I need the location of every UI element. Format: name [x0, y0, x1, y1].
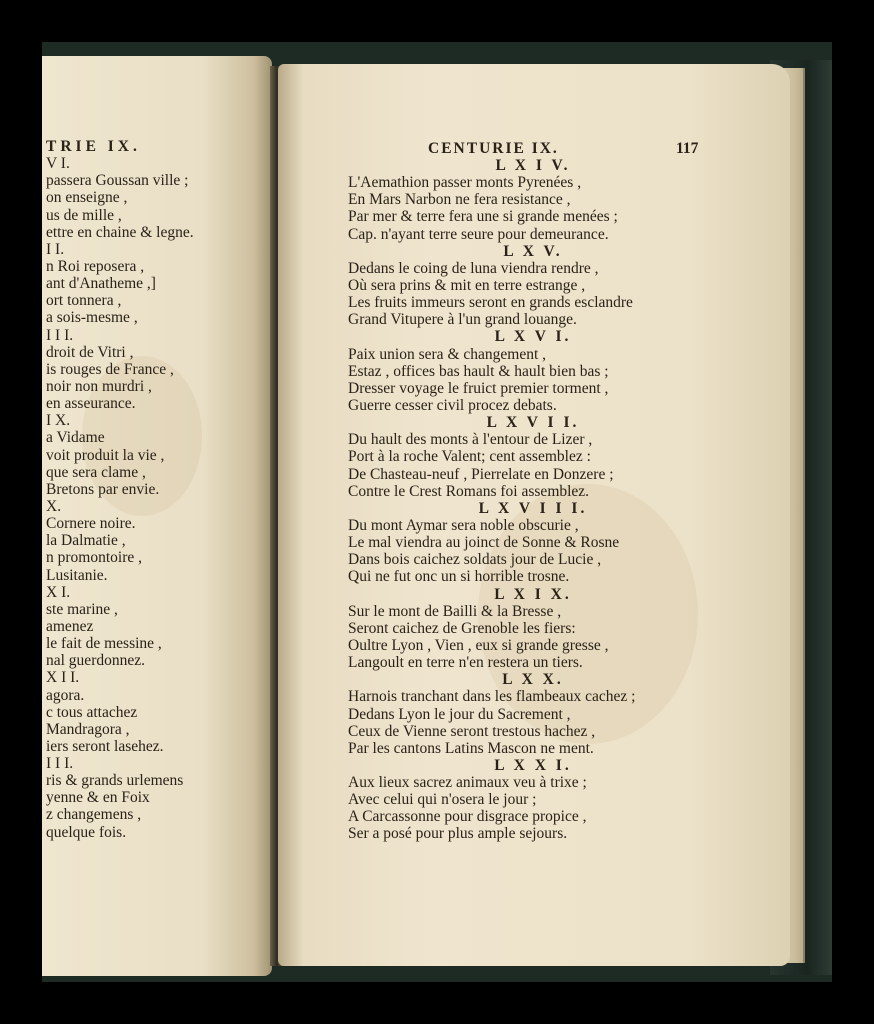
text-line: V I. — [46, 155, 70, 173]
verse-line: Ser a posé pour plus ample sejours. — [348, 825, 568, 843]
text-line: a sois-mesme , — [46, 309, 138, 327]
verse-line: Guerre cesser civil procez debats. — [348, 396, 557, 414]
running-head: CENTURIE IX. — [428, 140, 559, 157]
verse-line: L'Aemathion passer monts Pyrenées , — [348, 174, 582, 192]
verse-line: Oultre Lyon , Vien , eux si grande gresse , — [348, 636, 609, 654]
quatrain-number: L X V. — [503, 242, 563, 260]
text-line: la Dalmatie , — [46, 532, 126, 550]
verse-line: Contre le Crest Romans foi assemblez. — [348, 482, 590, 500]
text-line: le fait de messine , — [46, 635, 162, 653]
text-line: ant d'Anatheme ,] — [46, 275, 156, 293]
left-page-text — [46, 138, 194, 841]
text-line: amenez — [46, 617, 94, 635]
text-line: c tous attachez — [46, 703, 138, 721]
text-line: nal guerdonnez. — [46, 652, 145, 670]
verse-line: Seront caichez de Grenoble les fiers: — [348, 619, 576, 637]
text-line: que sera clame , — [46, 463, 146, 481]
text-line: ris & grands urlemens — [46, 772, 184, 790]
text-line: n promontoire , — [46, 549, 142, 567]
quatrain-number: L X V I I. — [486, 414, 580, 432]
text-line: on enseigne , — [46, 189, 128, 207]
verse-line: Qui ne fut onc un si horrible trosne. — [348, 568, 570, 586]
verse-line: Du mont Aymar sera noble obscurie , — [348, 516, 579, 534]
text-line: quelque fois. — [46, 823, 127, 841]
book-photo — [42, 42, 832, 982]
text-line: droit de Vitri , — [46, 343, 134, 361]
text-line: a Vidame — [46, 429, 105, 447]
verse-line: Port à la roche Valent; cent assemblez : — [348, 448, 591, 466]
text-line: Lusitanie. — [46, 566, 108, 584]
text-line: z changemens , — [46, 806, 142, 824]
text-line: X I I. — [46, 669, 80, 687]
quatrain-number: L X X. — [502, 671, 564, 689]
quatrain-number: L X X I. — [494, 756, 572, 774]
verse-line: Par mer & terre fera une si grande menées ; — [348, 208, 618, 226]
verse-line: Harnois tranchant dans les flambeaux cachez ; — [348, 688, 636, 706]
right-page — [278, 64, 790, 966]
page-number: 117 — [676, 140, 699, 157]
text-line: voit produit la vie , — [46, 446, 165, 464]
text-line: I I I. — [46, 755, 74, 773]
text-line: en asseurance. — [46, 395, 136, 413]
text-line: noir non murdri , — [46, 377, 152, 395]
text-line: I I. — [46, 240, 65, 258]
text-line: iers seront lasehez. — [46, 737, 164, 755]
text-line: yenne & en Foix — [46, 789, 150, 807]
text-line: Mandragora , — [46, 720, 130, 738]
verse-line: Dedans Lyon le jour du Sacrement , — [348, 705, 571, 723]
verse-line: Du hault des monts à l'entour de Lizer , — [348, 431, 593, 449]
text-line: Cornere noire. — [46, 515, 136, 533]
quatrain-number: L X V I. — [494, 328, 572, 346]
verse-line: Grand Vitupere à l'un grand louange. — [348, 311, 577, 329]
text-line: X I. — [46, 583, 71, 601]
text-line: passera Goussan ville ; — [46, 172, 189, 190]
verse-line: Dedans le coing de luna viendra rendre , — [348, 259, 599, 277]
text-line: ort tonnera , — [46, 292, 122, 310]
verse-line: Dans bois caichez soldats jour de Lucie , — [348, 551, 602, 569]
text-line: n Roi reposera , — [46, 257, 145, 275]
text-line: Bretons par envie. — [46, 480, 160, 498]
verse-line: Le mal viendra au joinct de Sonne & Rosne — [348, 534, 620, 552]
verse-line: Aux lieux sacrez animaux veu à trixe ; — [348, 774, 587, 792]
verse-line: Sur le mont de Bailli & la Bresse , — [348, 602, 562, 620]
quatrain-number: L X I X. — [494, 585, 572, 603]
verse-line: De Chasteau-neuf , Pierrelate en Donzere ; — [348, 465, 614, 483]
running-head-left: TRIE IX. — [46, 138, 141, 155]
verse-line: Ceux de Vienne seront trestous hachez , — [348, 722, 596, 740]
verse-line: Langoult en terre n'en restera un tiers. — [348, 654, 583, 672]
text-line: is rouges de France , — [46, 360, 174, 378]
verse-line: Les fruits immeurs seront en grands esclandre — [348, 294, 633, 312]
quatrain-number: L X V I I I. — [478, 499, 588, 517]
text-line: ste marine , — [46, 600, 118, 618]
quatrain-number: L X I V. — [495, 157, 571, 174]
verse-line: Avec celui qui n'osera le jour ; — [348, 791, 537, 809]
verse-line: Paix union sera & changement , — [348, 345, 547, 363]
text-line: I I I. — [46, 326, 74, 344]
verse-line: Où sera prins & mit en terre estrange , — [348, 276, 586, 294]
verse-line: Cap. n'ayant terre seure pour demeurance. — [348, 225, 609, 243]
text-line: ettre en chaine & legne. — [46, 223, 194, 241]
text-line: agora. — [46, 686, 85, 704]
text-line: X. — [46, 497, 62, 515]
verse-line: Estaz , offices bas hault & hault bien bas ; — [348, 362, 609, 380]
text-line: I X. — [46, 412, 71, 430]
verse-line: En Mars Narbon ne fera resistance , — [348, 191, 571, 209]
left-page — [42, 56, 272, 976]
verse-line: Par les cantons Latins Mascon ne ment. — [348, 739, 594, 757]
verse-line: A Carcassonne pour disgrace propice , — [348, 808, 587, 826]
verse-line: Dresser voyage le fruict premier torment , — [348, 379, 609, 397]
text-line: us de mille , — [46, 206, 122, 224]
right-page-text — [348, 157, 718, 843]
